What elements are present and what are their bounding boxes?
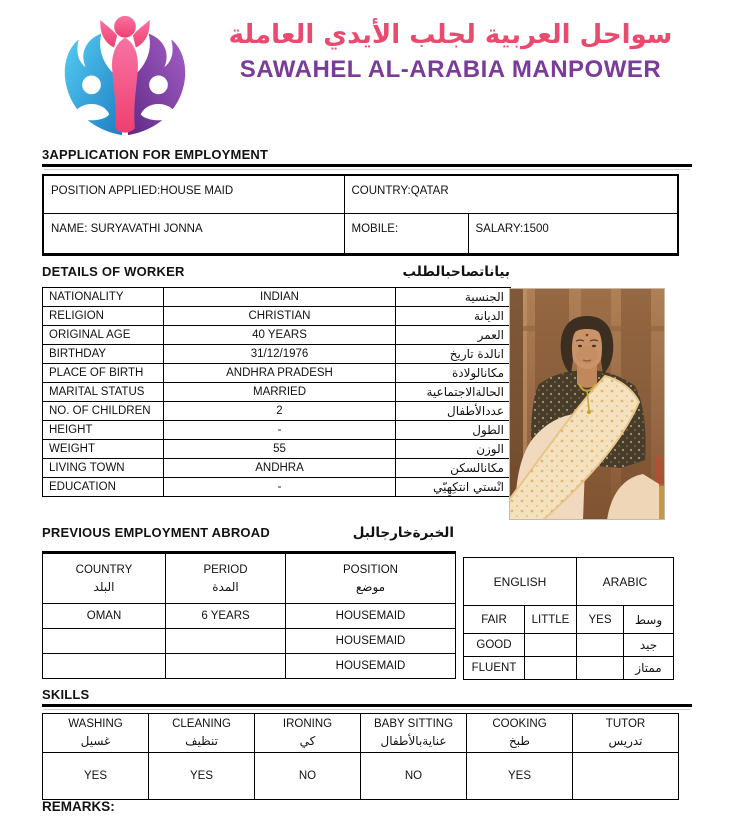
detail-row xyxy=(43,402,511,421)
detail-value: CHRISTIAN xyxy=(164,307,396,326)
skill-header-arabic: عنايةبالأطفال xyxy=(380,734,447,748)
country-value: OMAN xyxy=(43,604,166,629)
detail-arabic-label: الحالةالاجتماعية xyxy=(396,383,511,402)
arabic-rating xyxy=(577,634,624,657)
language-row xyxy=(464,657,674,680)
column-header-period-english: PERIOD xyxy=(203,563,248,576)
details-heading xyxy=(42,264,510,280)
detail-arabic-label: الديانة xyxy=(396,307,511,326)
position-value: HOUSEMAID xyxy=(286,654,456,679)
mobile-cell: MOBILE: xyxy=(344,214,468,255)
skills-table xyxy=(42,713,679,800)
detail-arabic-label: عددالأطفال xyxy=(396,402,511,421)
position-applied-cell: POSITION APPLIED:HOUSE MAID xyxy=(43,175,344,214)
detail-label: NATIONALITY xyxy=(43,288,164,307)
detail-arabic-label: الطول xyxy=(396,421,511,440)
language-row xyxy=(464,634,674,657)
detail-value: 31/12/1976 xyxy=(164,345,396,364)
name-cell: NAME: SURYAVATHI JONNA xyxy=(43,214,344,255)
application-heading-rule xyxy=(42,164,692,167)
previous-employment-heading xyxy=(42,525,454,541)
detail-value: ANDHRA xyxy=(164,459,396,478)
language-level-arabic: ممتاز xyxy=(624,657,674,680)
language-level-arabic: وسط xyxy=(624,606,674,634)
skill-header-english: TUTOR xyxy=(605,718,646,730)
skill-header-english: COOKING xyxy=(492,718,547,730)
period-value xyxy=(166,654,286,679)
detail-value: MARRIED xyxy=(164,383,396,402)
detail-row xyxy=(43,478,511,497)
language-row xyxy=(464,606,674,634)
previous-employment-table xyxy=(42,551,456,679)
column-header-position-arabic: موضع xyxy=(355,579,386,594)
country-value xyxy=(43,654,166,679)
skill-header-cooking xyxy=(467,714,573,753)
period-value xyxy=(166,629,286,654)
previous-employment-heading-english: PREVIOUS EMPLOYMENT ABROAD xyxy=(42,525,270,540)
skill-header-arabic: طبخ xyxy=(509,734,530,748)
column-header-period xyxy=(166,553,286,604)
column-header-position-english: POSITION xyxy=(343,563,398,576)
company-logo xyxy=(52,10,198,140)
detail-arabic-label: العمر xyxy=(396,326,511,345)
detail-row xyxy=(43,288,511,307)
column-header-country xyxy=(43,553,166,604)
language-level: FLUENT xyxy=(464,657,525,680)
company-name-english: SAWAHEL AL-ARABIA MANPOWER xyxy=(239,56,662,83)
skill-header-washing xyxy=(43,714,149,753)
skill-value-tutor xyxy=(573,753,679,800)
previous-employment-row xyxy=(43,629,456,654)
detail-arabic-label: الوزن xyxy=(396,440,511,459)
skill-header-english: WASHING xyxy=(68,718,123,730)
english-rating xyxy=(525,634,577,657)
skill-value-cleaning: YES xyxy=(149,753,255,800)
detail-label: EDUCATION xyxy=(43,478,164,497)
detail-row xyxy=(43,326,511,345)
detail-row xyxy=(43,364,511,383)
arabic-header: ARABIC xyxy=(577,558,674,606)
skill-header-arabic: تنظيف xyxy=(185,734,218,748)
details-table xyxy=(42,287,511,497)
languages-table xyxy=(463,557,674,680)
details-heading-arabic: بياناتصاحبالطلب xyxy=(402,264,510,280)
english-header: ENGLISH xyxy=(464,558,577,606)
skill-header-tutor xyxy=(573,714,679,753)
remarks-label: REMARKS: xyxy=(42,799,115,814)
skill-header-arabic: كي xyxy=(299,734,316,748)
country-value xyxy=(43,629,166,654)
column-header-country-arabic: البلد xyxy=(93,579,115,594)
skill-value-babysitting: NO xyxy=(361,753,467,800)
english-rating: LITTLE xyxy=(525,606,577,634)
detail-value: ANDHRA PRADESH xyxy=(164,364,396,383)
detail-arabic-label: انْستي انتكِهِيّي xyxy=(396,478,511,497)
salary-cell: SALARY:1500 xyxy=(468,214,678,255)
skill-value-cooking: YES xyxy=(467,753,573,800)
previous-employment-row xyxy=(43,604,456,629)
language-level: FAIR xyxy=(464,606,525,634)
company-name-arabic: سواحل العربية لجلب الأيدي العاملة xyxy=(228,20,673,50)
application-table xyxy=(42,174,679,256)
detail-value: INDIAN xyxy=(164,288,396,307)
skill-header-babysitting xyxy=(361,714,467,753)
detail-arabic-label: الجنسية xyxy=(396,288,511,307)
detail-arabic-label: انالدة تاريخ xyxy=(396,345,511,364)
language-level-arabic: جيد xyxy=(624,634,674,657)
detail-label: BIRTHDAY xyxy=(43,345,164,364)
previous-employment-heading-arabic: الخبرةخارجالبل xyxy=(352,525,454,541)
detail-label: PLACE OF BIRTH xyxy=(43,364,164,383)
detail-arabic-label: مكانالولادة xyxy=(396,364,511,383)
application-heading: 3APPLICATION FOR EMPLOYMENT xyxy=(42,147,269,162)
skills-heading: SKILLS xyxy=(42,687,90,702)
language-level: GOOD xyxy=(464,634,525,657)
country-cell: COUNTRY:QATAR xyxy=(344,175,678,214)
column-header-position xyxy=(286,553,456,604)
detail-value: 2 xyxy=(164,402,396,421)
detail-value: 40 YEARS xyxy=(164,326,396,345)
detail-row xyxy=(43,459,511,478)
skill-value-ironing: NO xyxy=(255,753,361,800)
detail-label: HEIGHT xyxy=(43,421,164,440)
position-value: HOUSEMAID xyxy=(286,629,456,654)
skill-header-cleaning xyxy=(149,714,255,753)
detail-label: NO. OF CHILDREN xyxy=(43,402,164,421)
column-header-country-english: COUNTRY xyxy=(75,563,133,576)
detail-row xyxy=(43,440,511,459)
column-header-period-arabic: المدة xyxy=(212,579,239,594)
arabic-rating xyxy=(577,657,624,680)
detail-value: - xyxy=(164,421,396,440)
detail-arabic-label: مكانالسكن xyxy=(396,459,511,478)
detail-value: - xyxy=(164,478,396,497)
skill-value-washing: YES xyxy=(43,753,149,800)
previous-employment-row xyxy=(43,654,456,679)
skills-value-row xyxy=(43,753,679,800)
position-value: HOUSEMAID xyxy=(286,604,456,629)
details-heading-english: DETAILS OF WORKER xyxy=(42,264,185,279)
detail-row xyxy=(43,421,511,440)
detail-label: ORIGINAL AGE xyxy=(43,326,164,345)
arabic-rating: YES xyxy=(577,606,624,634)
skill-header-english: IRONING xyxy=(282,718,333,730)
detail-row xyxy=(43,307,511,326)
company-titles xyxy=(198,16,703,86)
detail-row xyxy=(43,345,511,364)
skill-header-ironing xyxy=(255,714,361,753)
detail-label: LIVING TOWN xyxy=(43,459,164,478)
period-value: 6 YEARS xyxy=(166,604,286,629)
skill-header-english: CLEANING xyxy=(172,718,231,730)
skills-heading-rule xyxy=(42,704,692,707)
detail-label: MARITAL STATUS xyxy=(43,383,164,402)
detail-value: 55 xyxy=(164,440,396,459)
detail-label: RELIGION xyxy=(43,307,164,326)
detail-label: WEIGHT xyxy=(43,440,164,459)
detail-row xyxy=(43,383,511,402)
skill-header-english: BABY SITTING xyxy=(373,718,454,730)
english-rating xyxy=(525,657,577,680)
skill-header-arabic: غسيل xyxy=(80,734,111,748)
worker-photo xyxy=(509,288,665,520)
skill-header-arabic: تدريس xyxy=(608,734,643,748)
